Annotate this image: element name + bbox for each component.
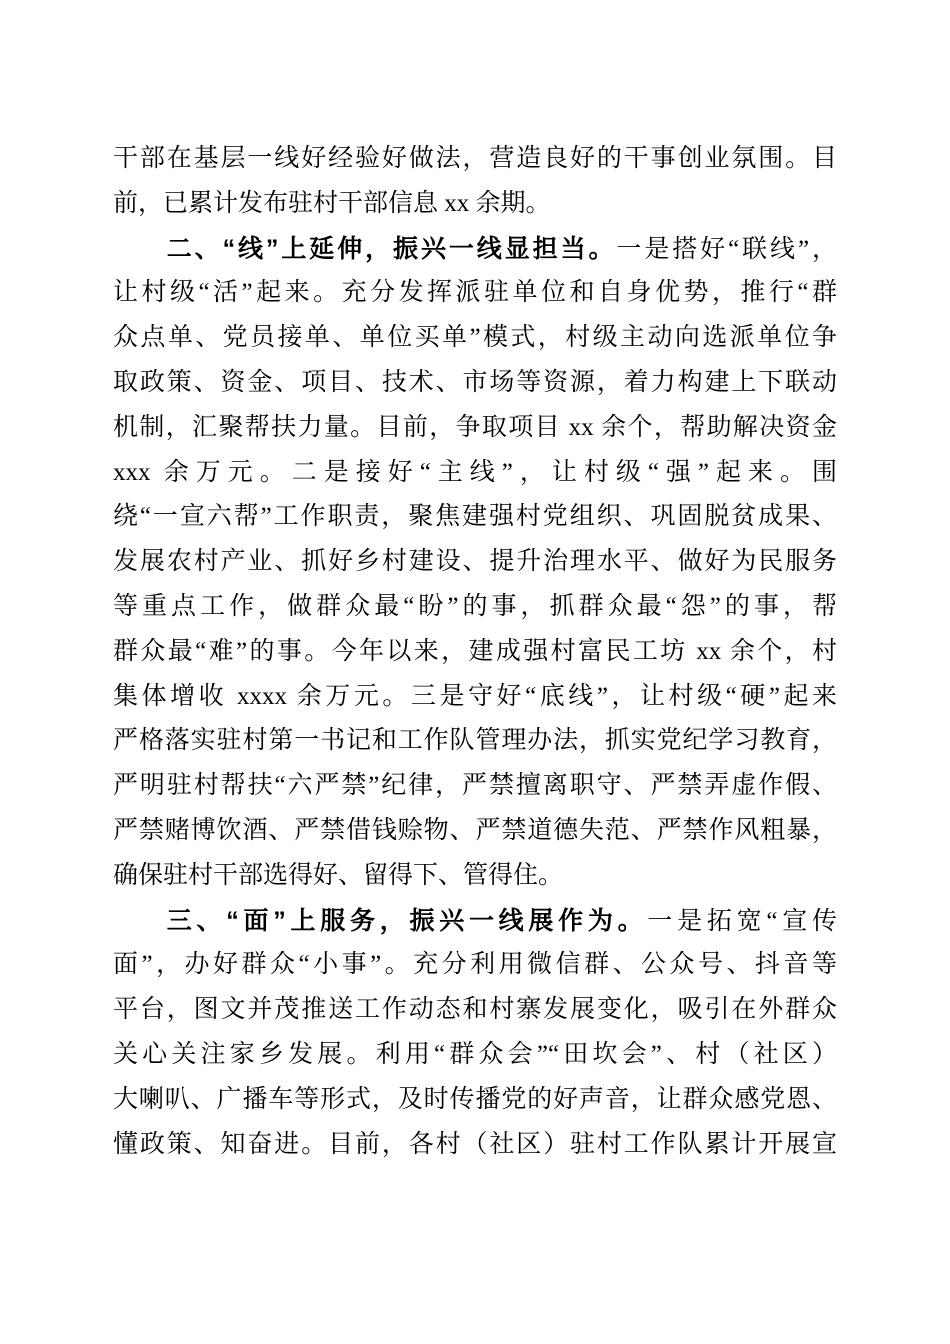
- text-line: [113, 1078, 837, 1123]
- text-line: [113, 271, 837, 316]
- text-line: [113, 854, 837, 899]
- text-line: [113, 943, 837, 988]
- body-text-run: 严禁赌博饮酒、严禁借钱赊物、严禁道德失范、严禁作风粗暴，: [113, 816, 837, 844]
- text-line: [113, 899, 837, 944]
- text-line: [113, 316, 837, 361]
- body-text-run: 让村级“活”起来。充分发挥派驻单位和自身优势，推行“群: [113, 279, 837, 307]
- document-text-block: [113, 137, 837, 1167]
- body-text-run: 群众最“难”的事。今年以来，建成强村富民工坊 xx 余个，村: [113, 637, 837, 665]
- text-line: [113, 630, 837, 675]
- text-line: [113, 361, 837, 406]
- text-line: [113, 675, 837, 720]
- body-text-run: 平台，图文并茂推送工作动态和村寨发展变化，吸引在外群众: [113, 996, 837, 1024]
- text-line: [113, 988, 837, 1033]
- section-heading-run: 二、“线”上延伸，振兴一线显担当。: [166, 234, 617, 263]
- text-line: [113, 1123, 837, 1168]
- body-text-run: 干部在基层一线好经验好做法，营造良好的干事创业氛围。目: [113, 145, 837, 172]
- text-line: [113, 451, 837, 496]
- text-line: [113, 809, 837, 854]
- body-text-run: 严明驻村帮扶“六严禁”纪律，严禁擅离职守、严禁弄虚作假、: [113, 772, 837, 800]
- text-line: [113, 495, 837, 540]
- body-text-run: xxx 余万元。二是接好“主线”，让村级“强”起来。围: [113, 458, 837, 486]
- body-text-run: 关心关注家乡发展。利用“群众会”“田坎会”、村（社区）: [113, 1040, 837, 1068]
- section-heading-run: 三、“面”上服务，振兴一线展作为。: [166, 906, 648, 935]
- body-text-run: 集体增收 xxxx 余万元。三是守好“底线”，让村级“硬”起来: [113, 682, 837, 710]
- text-line: [113, 764, 837, 809]
- text-line: [113, 1033, 837, 1078]
- body-text-run: 等重点工作，做群众最“盼”的事，抓群众最“怨”的事，帮: [113, 592, 837, 620]
- body-text-run: 面”，办好群众“小事”。充分利用微信群、公众号、抖音等: [113, 951, 837, 979]
- body-text-run: 一是拓宽“宣传: [647, 907, 837, 935]
- body-text-run: 确保驻村干部选得好、留得下、管得住。: [113, 861, 564, 889]
- body-text-run: 发展农村产业、抓好乡村建设、提升治理水平、做好为民服务: [113, 548, 837, 576]
- body-text-run: 取政策、资金、项目、技术、市场等资源，着力构建上下联动: [113, 368, 837, 396]
- text-line: [113, 137, 837, 182]
- text-line: [113, 406, 837, 451]
- body-text-run: 机制，汇聚帮扶力量。目前，争取项目 xx 余个，帮助解决资金: [113, 413, 837, 441]
- body-text-run: 绕“一宣六帮”工作职责，聚焦建强村党组织、巩固脱贫成果、: [113, 503, 837, 531]
- body-text-run: 严格落实驻村第一书记和工作队管理办法，抓实党纪学习教育，: [113, 727, 837, 755]
- body-text-run: 众点单、党员接单、单位买单”模式，村级主动向选派单位争: [113, 324, 837, 352]
- body-text-run: 懂政策、知奋进。目前，各村（社区）驻村工作队累计开展宣: [113, 1130, 837, 1158]
- body-text-run: 前，已累计发布驻村干部信息 xx 余期。: [113, 189, 551, 217]
- body-text-run: 一是搭好“联线”，: [616, 235, 837, 263]
- text-line: [113, 540, 837, 585]
- body-text-run: 大喇叭、广播车等形式，及时传播党的好声音，让群众感党恩、: [113, 1085, 837, 1113]
- text-line: [113, 719, 837, 764]
- text-line: [113, 182, 837, 227]
- text-line: [113, 585, 837, 630]
- text-line: [113, 227, 837, 272]
